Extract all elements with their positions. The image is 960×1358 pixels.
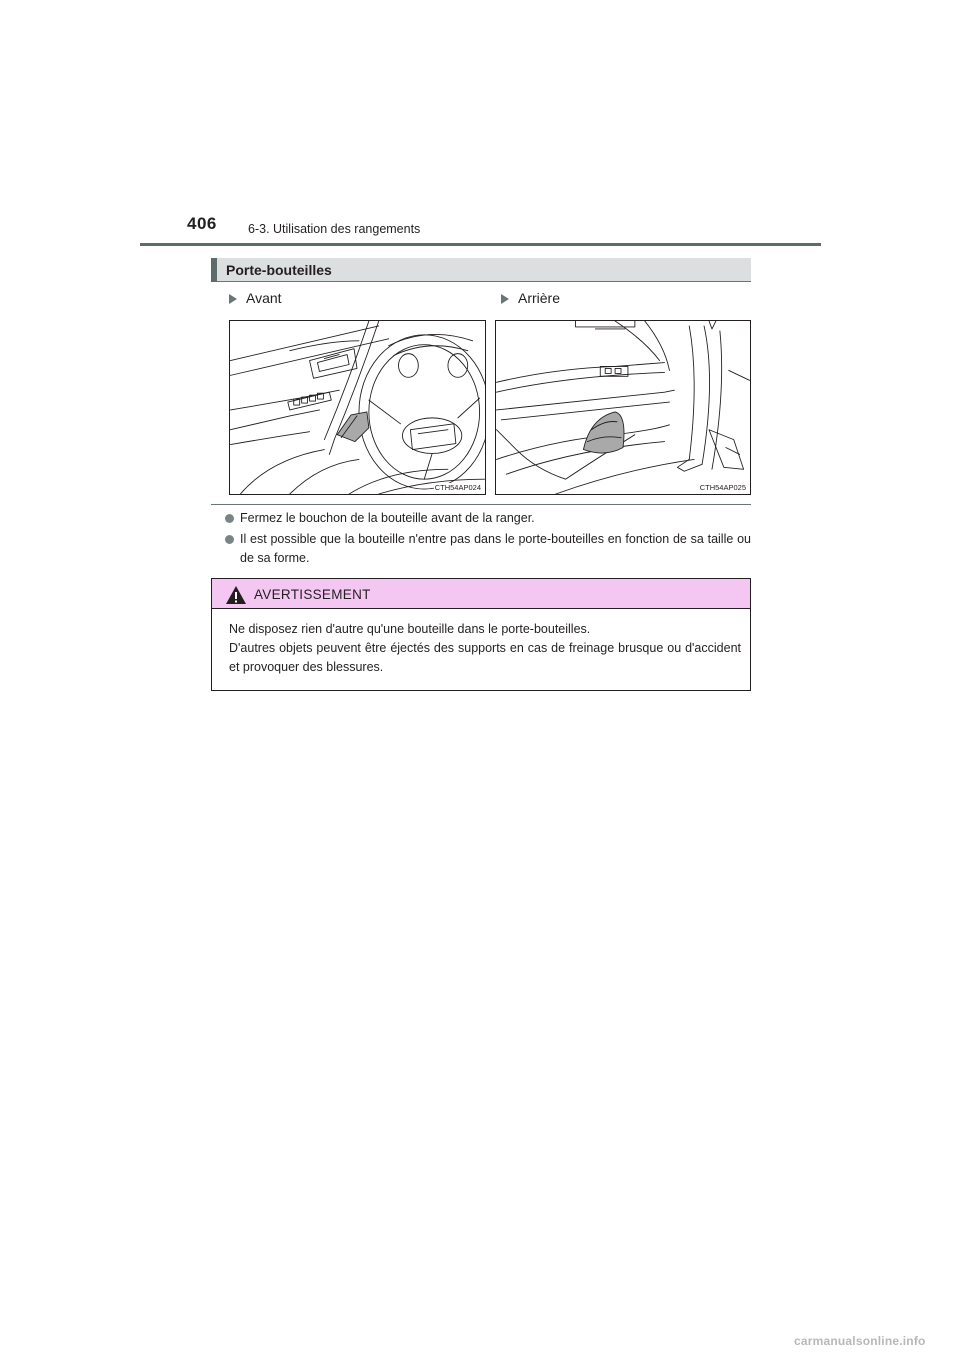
front-bottle-holder-illustration	[229, 320, 486, 495]
front-door-drawing	[230, 321, 485, 494]
watermark: carmanualsonline.info	[794, 1334, 926, 1348]
section-title: 6-3. Utilisation des rangements	[248, 222, 421, 236]
front-figure-code: CTH54AP024	[434, 483, 481, 492]
heading-accent	[211, 258, 217, 282]
front-label-text: Avant	[246, 290, 282, 306]
section-heading-bar	[211, 258, 751, 282]
header-rule	[140, 243, 821, 246]
warning-body	[229, 620, 741, 677]
warning-title: AVERTISSEMENT	[254, 587, 371, 602]
note-item	[226, 509, 751, 528]
note-text: Il est possible que la bouteille n'entre pas dans le porte-bouteilles en fonction de sa taille ou de sa forme.	[240, 532, 751, 565]
circle-bullet-icon	[225, 535, 234, 544]
note-item	[226, 530, 751, 568]
rear-label	[501, 290, 560, 306]
triangle-bullet-icon	[229, 294, 237, 304]
circle-bullet-icon	[225, 514, 234, 523]
note-text: Fermez le bouchon de la bouteille avant de la ranger.	[240, 511, 535, 525]
warning-line: Ne disposez rien d'autre qu'une bouteille dans le porte-bouteilles.	[229, 622, 591, 636]
warning-header	[212, 579, 750, 609]
front-label	[229, 290, 282, 306]
warning-box	[211, 578, 751, 691]
rear-label-text: Arrière	[518, 290, 561, 306]
rear-door-drawing	[496, 321, 750, 494]
triangle-bullet-icon	[501, 294, 509, 304]
warning-line: D'autres objets peuvent être éjectés des supports en cas de freinage brusque ou d'accident et provoquer des blessures.	[229, 641, 741, 674]
page-number: 406	[187, 214, 217, 233]
rear-bottle-holder-illustration	[495, 320, 751, 495]
content-divider	[211, 504, 751, 505]
warning-triangle-icon	[225, 585, 247, 605]
section-heading: Porte-bouteilles	[226, 262, 332, 278]
rear-figure-code: CTH54AP025	[699, 483, 746, 492]
